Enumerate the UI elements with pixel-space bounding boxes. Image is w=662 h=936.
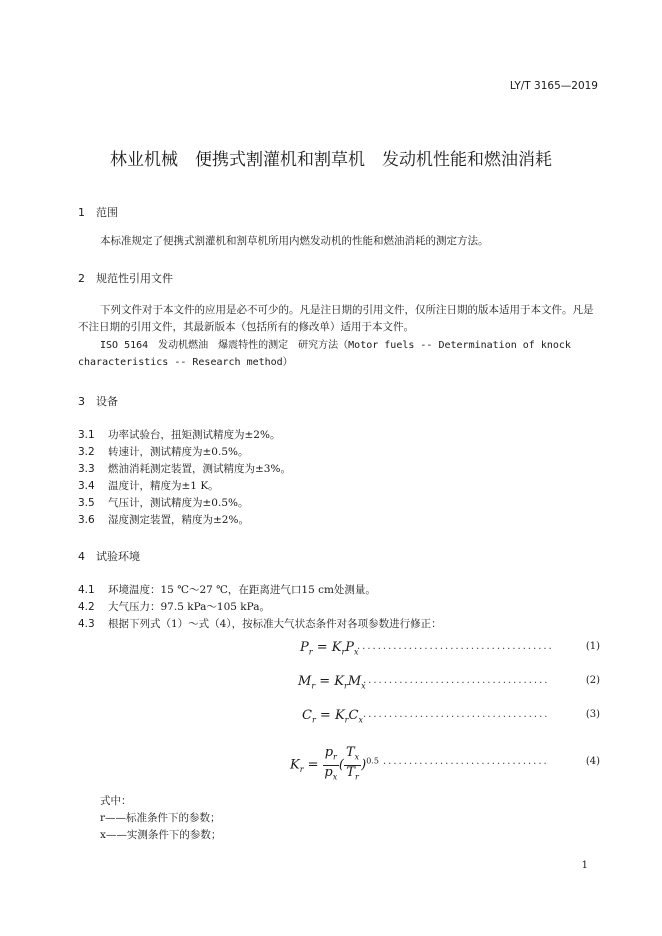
section-3-heading	[78, 393, 118, 409]
item-number: 3.6	[78, 514, 95, 526]
where-line: r——标准条件下的参数；	[100, 812, 221, 824]
equation-number: (2)	[585, 675, 600, 686]
item-text: 气压计，测试精度为±0.5%。	[108, 497, 249, 509]
section-2-text	[78, 302, 602, 336]
equation-number: (1)	[585, 641, 600, 652]
section-number: 4	[78, 550, 85, 563]
item-text: 根据下列式（1）～式（4），按标准大气状态条件对各项参数进行修正：	[108, 618, 442, 630]
equation-2: $M_r = K_rM_x$ .................................... (2)	[298, 674, 600, 691]
normative-reference	[78, 337, 602, 371]
item-number: 3.5	[78, 497, 95, 509]
item-text: 温度计，精度为±1 K。	[108, 480, 219, 492]
item-text: 功率试验台，扭矩测试精度为±2%。	[108, 429, 281, 441]
temperature-ratio: $\frac{T_x}{T_r}$	[345, 745, 360, 782]
list-item	[78, 582, 376, 597]
exponent: 0.5	[366, 756, 379, 766]
list-item	[78, 599, 270, 614]
item-number: 4.1	[78, 584, 95, 596]
item-text: 燃油消耗测定装置，测试精度为±3%。	[108, 463, 291, 475]
list-item	[78, 461, 291, 476]
item-number: 3.2	[78, 446, 95, 458]
page-title: 林业机械 便携式割灌机和割草机 发动机性能和燃油消耗	[110, 150, 552, 170]
list-item	[78, 427, 280, 442]
leader-dots: ....................................	[363, 675, 550, 686]
section-4-heading	[78, 548, 140, 564]
list-item	[78, 444, 248, 459]
list-item	[78, 478, 219, 493]
equation-number: (3)	[585, 709, 600, 720]
where-label: 式中：	[100, 795, 132, 807]
section-title: 设备	[96, 395, 118, 408]
item-number: 3.1	[78, 429, 95, 441]
list-item	[78, 495, 248, 510]
item-text: 大气压力：97.5 kPa～105 kPa。	[108, 601, 271, 613]
item-text: 环境温度：15 ℃～27 ℃，在距离进气口15 cm处测量。	[108, 584, 376, 596]
where-line: x——实测条件下的参数；	[100, 829, 222, 841]
list-item	[78, 512, 249, 527]
section-title: 范围	[96, 206, 118, 219]
item-number: 3.3	[78, 463, 95, 475]
section-2-heading	[78, 270, 173, 286]
item-number: 3.4	[78, 480, 95, 492]
reference-text: ISO 5164 发动机燃油 爆震特性的测定 研究方法（Motor fuels -- Determination of knock characteristics -- Research method）	[78, 340, 571, 368]
section-1-text	[78, 233, 602, 250]
leader-dots: ................................	[383, 756, 549, 767]
document-number: LY/T 3165—2019	[509, 80, 598, 92]
equation-number: (4)	[585, 756, 600, 767]
item-text: 湿度测定装置，精度为±2%。	[108, 514, 249, 526]
item-text: 转速计，测试精度为±0.5%。	[108, 446, 249, 458]
item-number: 4.2	[78, 601, 95, 613]
equation-1: $P_r = K_rP_x$ ...................................... (1)	[300, 640, 600, 657]
section-number: 1	[78, 206, 85, 219]
paragraph-text: 本标准规定了便携式割灌机和割草机所用内燃发动机的性能和燃油消耗的测定方法。	[100, 235, 489, 247]
section-title: 规范性引用文件	[96, 272, 173, 285]
section-title: 试验环境	[96, 550, 140, 563]
leader-dots: ....................................	[363, 709, 550, 720]
list-item	[78, 616, 442, 631]
equation-4: $K_r$ = $\frac{p_r}{p_x}$ ( $\frac{T_x}{T_r}$ )$^{0.5}$ ................................ (4)	[290, 744, 600, 784]
equation-3: $C_r = K_rC_x$ .................................... (3)	[302, 708, 600, 725]
paragraph-text: 下列文件对于本文件的应用是必不可少的。凡是注日期的引用文件，仅所注日期的版本适用于本文件。凡是不注日期的引用文件，其最新版本（包括所有的修改单）适用于本文件。	[78, 304, 594, 333]
section-number: 3	[78, 395, 85, 408]
page-number: 1	[581, 860, 588, 871]
section-number: 2	[78, 272, 85, 285]
pressure-ratio: $\frac{p_r}{p_x}$	[324, 745, 338, 782]
item-number: 4.3	[78, 618, 95, 630]
section-1-heading	[78, 204, 118, 220]
leader-dots: ......................................	[357, 641, 554, 652]
